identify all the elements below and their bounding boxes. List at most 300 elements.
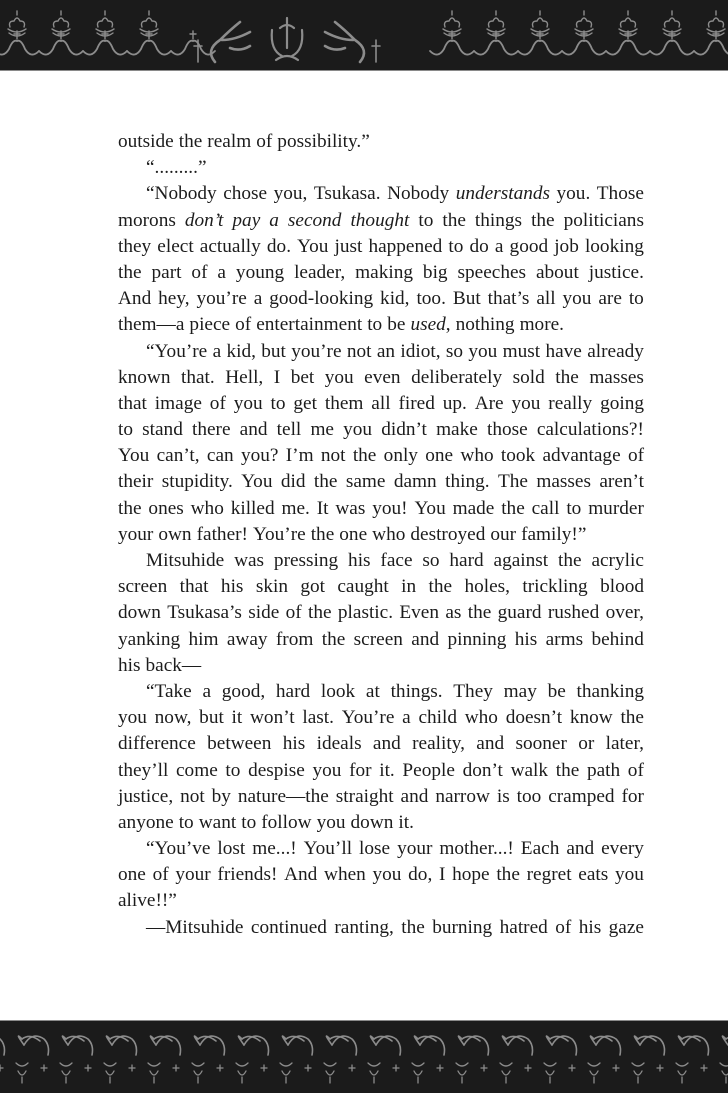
word: me (310, 419, 334, 441)
text-line (118, 653, 644, 679)
word: family!” (521, 523, 587, 545)
ornament-stroke (562, 41, 584, 55)
word: you (233, 392, 263, 414)
ornament-stroke (720, 1063, 728, 1083)
word: of (627, 759, 644, 781)
word: alive!!” (118, 890, 177, 912)
word: look (320, 680, 356, 702)
word: the (620, 707, 644, 729)
word: later, (605, 733, 644, 755)
word: you (615, 864, 644, 886)
ornament-stroke (98, 18, 113, 27)
word: guard (497, 602, 542, 624)
ornament-stroke (280, 1063, 292, 1083)
word: won’t (250, 707, 295, 729)
word: you? (240, 445, 279, 467)
word: thing. (445, 471, 490, 493)
word: at (365, 680, 380, 702)
word: did (280, 471, 306, 493)
word: the (442, 209, 466, 231)
ornament-stroke (709, 18, 724, 27)
word: I (273, 366, 281, 388)
word: a (212, 340, 222, 362)
word: of (152, 864, 169, 886)
word: used, (410, 314, 451, 336)
text-line-words (118, 600, 644, 626)
word: not (180, 785, 205, 807)
ornament-stroke (61, 41, 83, 55)
word: holes, (464, 576, 510, 598)
word: The (497, 471, 528, 493)
ornament-stroke (437, 1065, 443, 1071)
word: fired (398, 392, 435, 414)
word: masses (589, 366, 644, 388)
word: sold (512, 366, 545, 388)
word: to (270, 392, 286, 414)
word: back— (145, 654, 202, 676)
word: part (151, 261, 182, 283)
word: a (269, 209, 279, 231)
text-line-words (118, 627, 644, 653)
word: only (383, 445, 418, 467)
word: and (476, 733, 505, 755)
word: know (569, 707, 613, 729)
word: you (324, 366, 354, 388)
text-line-words (118, 731, 644, 757)
word: must (502, 340, 541, 362)
word: ideals (316, 733, 362, 755)
ornament-stroke (456, 1063, 468, 1083)
word: job (554, 235, 579, 257)
word: to (628, 288, 644, 310)
word: piece (189, 314, 231, 336)
word: despise (248, 759, 305, 781)
word: be (547, 680, 566, 702)
word: idiot, (400, 340, 441, 362)
word: destroyed (410, 523, 486, 545)
ornament-stroke (17, 41, 39, 55)
word: good-looking (269, 288, 374, 310)
word: caught (337, 576, 389, 598)
word: You’re (253, 523, 306, 545)
word: our (490, 523, 517, 545)
word: damn (393, 471, 437, 493)
word: happened (368, 235, 443, 257)
word: down (350, 811, 394, 833)
text-line-words (118, 469, 644, 495)
word: be (387, 314, 406, 336)
text-line-words (146, 181, 644, 207)
ornament-stroke (577, 18, 592, 27)
word: who (190, 497, 224, 519)
word: but (199, 707, 224, 729)
text-line (118, 469, 644, 495)
word: calculations?! (536, 419, 644, 441)
ornament-stroke (349, 1065, 355, 1071)
word: behind (591, 628, 644, 650)
ornament-stroke (588, 1063, 600, 1083)
word: to (367, 314, 383, 336)
word: regret (526, 864, 572, 886)
word: morons (118, 209, 176, 231)
ornament-stroke (171, 41, 193, 55)
word: reality, (412, 733, 465, 755)
ornament-stroke (39, 41, 61, 55)
text-line (118, 522, 644, 548)
word: the (118, 261, 142, 283)
text-line-words (118, 496, 644, 522)
text-line-words (118, 260, 644, 286)
word: Hell, (225, 366, 264, 388)
word: over, (605, 602, 644, 624)
word: path (586, 759, 621, 781)
word: call (531, 497, 560, 519)
word: Nobody (387, 183, 450, 205)
text-line-words (146, 155, 644, 181)
word: you (343, 419, 373, 441)
word: young (235, 261, 285, 283)
word: cramped (548, 785, 615, 807)
word: the (178, 131, 203, 152)
word: the (531, 209, 555, 231)
word: really (548, 392, 593, 414)
word: as (445, 602, 462, 624)
text-line-words (118, 784, 644, 810)
word: from (275, 628, 314, 650)
ornament-stroke (16, 1063, 28, 1083)
ornament-stroke (54, 18, 69, 27)
word: aren’t (599, 471, 644, 493)
word: you! (372, 497, 408, 519)
word: Even (399, 602, 439, 624)
word: about (535, 261, 579, 283)
word: and (411, 628, 440, 650)
ornament-stroke (452, 41, 474, 55)
text-line (118, 574, 644, 600)
word: the (496, 864, 520, 886)
word: politicians (563, 209, 644, 231)
word: all (536, 288, 556, 310)
word: hard (275, 680, 311, 702)
word: those (486, 419, 528, 441)
word: second (287, 209, 342, 231)
word: straight (335, 785, 394, 807)
word: justice. (588, 261, 644, 283)
text-line (118, 705, 644, 731)
text-line (118, 888, 644, 914)
word: that’s (487, 288, 530, 310)
word: of (555, 916, 572, 938)
ornament-stroke (650, 41, 672, 55)
word: down (118, 602, 161, 624)
word: who (460, 445, 494, 467)
word: can (206, 445, 234, 467)
word: justice, (118, 785, 174, 807)
word: and (239, 419, 268, 441)
word: it. (398, 811, 414, 833)
word: screen (353, 628, 403, 650)
text-line (118, 129, 644, 155)
word: the (428, 576, 453, 598)
word: the (308, 602, 332, 624)
word: your (118, 523, 154, 545)
word: possibility.” (277, 131, 370, 152)
text-line (118, 391, 644, 417)
book-page-text (118, 129, 644, 941)
text-line-words (146, 339, 644, 365)
ornament-stroke (173, 1065, 179, 1071)
ornament-stroke (481, 1065, 487, 1071)
scroll-border-icon (0, 1021, 728, 1093)
word: have (545, 340, 582, 362)
word: even (364, 366, 401, 388)
ornament-stroke (148, 1063, 160, 1083)
text-line (118, 679, 644, 705)
word: just (334, 235, 363, 257)
ornament-stroke (272, 18, 303, 60)
word: Each (520, 838, 560, 860)
text-line (118, 836, 644, 862)
word: against (493, 550, 549, 571)
word: when (324, 864, 366, 886)
word: pay (232, 209, 261, 231)
word: for (349, 759, 372, 781)
word: to (448, 235, 464, 257)
ornament-stroke (665, 18, 680, 27)
word: going (600, 392, 644, 414)
word: you’re (291, 340, 342, 362)
text-line-words (118, 888, 644, 914)
word: “You’re (146, 340, 208, 362)
word: I’m (285, 445, 314, 467)
word: up. (442, 392, 467, 414)
word: chose (223, 183, 268, 205)
word: known (118, 366, 171, 388)
word: their (118, 471, 154, 493)
word: made (452, 497, 495, 519)
word: bet (290, 366, 315, 388)
ornament-stroke (412, 1063, 424, 1083)
word: anyone (118, 811, 174, 833)
text-line (118, 915, 644, 941)
ornament-stroke (489, 18, 504, 27)
word: things. (390, 680, 443, 702)
word: the (501, 497, 525, 519)
ornament-stroke (325, 22, 364, 62)
word: of (209, 392, 226, 414)
ornament-stroke (657, 1065, 663, 1071)
word: People (402, 759, 455, 781)
word: one (118, 864, 146, 886)
word: follow (261, 811, 312, 833)
word: one (339, 523, 368, 545)
word: didn’t (381, 419, 427, 441)
ornament-stroke (569, 1065, 575, 1071)
ornament-stroke (525, 1065, 531, 1071)
word: difference (118, 733, 196, 755)
text-line-words (118, 391, 644, 417)
word: all (371, 392, 391, 414)
word: do, (408, 864, 433, 886)
word: good (509, 235, 549, 257)
word: who (372, 523, 406, 545)
word: them (324, 392, 364, 414)
ornament-stroke (211, 22, 250, 62)
word: me...! (252, 838, 297, 860)
word: your (175, 864, 211, 886)
text-line-words (118, 522, 644, 548)
word: eats (578, 864, 609, 886)
word: father! (196, 523, 248, 545)
word: a (494, 235, 504, 257)
word: pinning (447, 628, 507, 650)
word: Those (596, 183, 644, 205)
text-line-words (118, 286, 644, 312)
word: want (198, 811, 237, 833)
word: realm (207, 131, 252, 152)
word: image (154, 392, 202, 414)
word: you (312, 759, 342, 781)
ornament-stroke (632, 1063, 644, 1083)
word: You (241, 471, 273, 493)
word: ranting, (334, 916, 394, 938)
word: his (282, 733, 306, 755)
word: ones (148, 497, 184, 519)
word: already (587, 340, 644, 362)
ornament-stroke (0, 41, 17, 55)
word: murder (588, 497, 644, 519)
text-line-words (146, 836, 644, 862)
word: things (474, 209, 523, 231)
ornament-stroke (474, 41, 496, 55)
word: screen (118, 576, 168, 598)
word: are (598, 288, 622, 310)
ornament-stroke (518, 41, 540, 55)
text-line (118, 548, 644, 574)
word: continued (250, 916, 327, 938)
ornament-stroke (105, 41, 127, 55)
footer-ornament-band (0, 1020, 728, 1093)
word: hey, (158, 288, 190, 310)
word: make (436, 419, 478, 441)
word: me. (281, 497, 310, 519)
ornament-stroke (676, 1063, 688, 1083)
word: blood (600, 576, 644, 598)
text-line (118, 234, 644, 260)
word: masses (536, 471, 591, 493)
word: a (253, 288, 263, 310)
word: And (118, 288, 152, 310)
ornament-stroke (129, 1065, 135, 1071)
ornament-stroke (190, 31, 196, 39)
word: you (316, 811, 346, 833)
word: so (445, 340, 464, 362)
word: every (601, 838, 644, 860)
word: good, (221, 680, 266, 702)
word: by (211, 785, 231, 807)
word: but (261, 340, 286, 362)
word: that. (181, 366, 215, 388)
word: him (188, 628, 219, 650)
word: your (397, 838, 433, 860)
word: to (178, 811, 194, 833)
word: that (179, 576, 209, 598)
word: You (297, 235, 329, 257)
word: of (256, 131, 273, 152)
word: of (285, 602, 302, 624)
ornament-stroke (0, 1036, 5, 1055)
ornament-stroke (544, 1063, 556, 1083)
word: You’re (341, 707, 395, 729)
text-line-words (118, 574, 644, 600)
ornament-stroke (701, 1065, 707, 1071)
word: for (621, 785, 644, 807)
word: and (372, 733, 401, 755)
word: or (578, 733, 595, 755)
word: rushed (547, 602, 600, 624)
ornament-stroke (104, 1063, 116, 1083)
word: walk (510, 759, 549, 781)
word: “.........” (146, 157, 207, 179)
word: the (401, 916, 425, 938)
word: stand (142, 419, 183, 441)
ornament-stroke (621, 18, 636, 27)
word: get (293, 392, 317, 414)
word: to (241, 811, 257, 833)
word: don’t (184, 209, 224, 231)
text-line (118, 496, 644, 522)
ornament-stroke (41, 1065, 47, 1071)
text-line-words (118, 365, 644, 391)
word: who (464, 707, 498, 729)
ornament-stroke (60, 1063, 72, 1083)
word: lose (359, 838, 391, 860)
word: too. (416, 288, 446, 310)
text-line-words (118, 653, 644, 679)
word: you (118, 707, 147, 729)
word: You (414, 497, 446, 519)
word: of (191, 261, 208, 283)
word: a (202, 680, 212, 702)
ornament-stroke (716, 41, 728, 55)
word: now, (154, 707, 192, 729)
text-line (118, 417, 644, 443)
ornament-stroke (83, 41, 105, 55)
word: making (355, 261, 413, 283)
text-line (118, 339, 644, 365)
word: last. (302, 707, 334, 729)
text-line (118, 155, 644, 181)
word: so (422, 550, 440, 571)
word: come (176, 759, 218, 781)
word: may (503, 680, 537, 702)
text-line-words (118, 810, 644, 836)
word: you (372, 864, 402, 886)
word: more. (519, 314, 564, 336)
word: kid, (226, 340, 256, 362)
word: of (627, 445, 644, 467)
ornament-stroke (496, 41, 518, 55)
ornament-stroke (305, 1065, 311, 1071)
word: plastic. (337, 602, 394, 624)
word: nothing (455, 314, 515, 336)
word: thought (350, 209, 410, 231)
word: speeches (457, 261, 527, 283)
ornament-stroke (672, 41, 694, 55)
word: hope (452, 864, 490, 886)
word: the (555, 759, 580, 781)
ornament-stroke (142, 18, 157, 27)
